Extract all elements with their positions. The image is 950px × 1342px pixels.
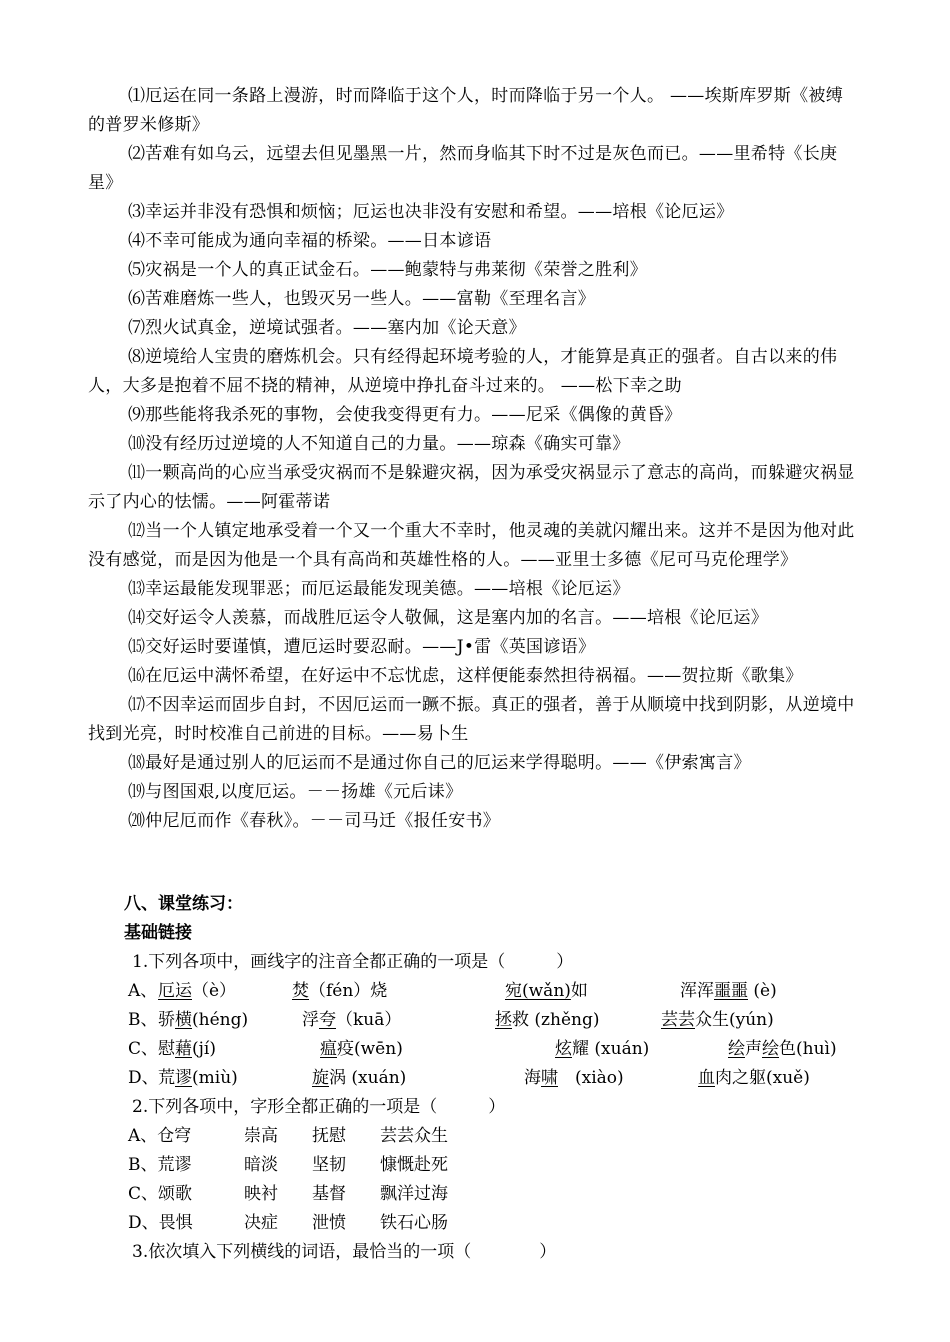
underlined-chars: 横 [175,1010,192,1030]
underlined-chars: 啸 [541,1068,558,1088]
option-text: 耀 (xuán) [572,1039,650,1059]
option-word-1 [158,1006,248,1035]
underlined-chars: 旋 [312,1068,329,1088]
option-text: (miù) [192,1068,238,1088]
option-word: B、荒谬 [128,1155,192,1175]
quote-item: ⑵苦难有如乌云，远望去但见墨黑一片，然而身临其下时不过是灰色而已。——里希特《长庚星》 [88,144,838,193]
option-word-3 [495,1006,599,1035]
option-label: D、 [128,1068,159,1088]
quote-item: ⑻逆境给人宝贵的磨炼机会。只有经得起环境考验的人，才能算是真正的强者。自古以来的伟人，大多是抱着不屈不挠的精神，从逆境中挣扎奋斗过来的。 ——松下幸之助 [88,347,838,396]
option-text: 声 [745,1039,762,1059]
option-text: (xiào) [558,1068,624,1088]
option-word: D、畏惧 [128,1213,193,1233]
underlined-chars: 炫 [555,1039,572,1059]
option-word-1 [158,977,236,1006]
option-word-1 [158,1035,216,1064]
underlined-chars: 绘 [762,1039,779,1059]
option-label: A、 [128,981,158,1001]
option-word: 芸芸众生 [380,1126,448,1146]
quote-item: ⒂交好运时要谨慎，遭厄运时要忍耐。——J•雷《英国谚语》 [128,637,596,657]
question-3-stem: 3.依次填入下列横线的词语，最恰当的一项（ ） [132,1242,557,1262]
option-text: 浮 [302,1010,319,1030]
option-word-2 [302,1006,401,1035]
underlined-chars: 芸芸 [661,1010,695,1030]
underlined-chars: 血 [698,1068,715,1088]
underlined-chars: 绘 [728,1039,745,1059]
underlined-chars: 夸 [319,1010,336,1030]
subsection-title: 基础链接 [124,923,192,943]
option-word-4 [728,1035,837,1064]
option-text: （è） [192,981,237,1001]
underlined-chars: 厄运 [158,981,192,1001]
quote-item: ⑷不幸可能成为通向幸福的桥梁。——日本谚语 [128,231,492,251]
option-word: 抚慰 [312,1126,346,1146]
option-text: 浑浑 [680,981,714,1001]
underlined-chars: 瘟 [320,1039,337,1059]
option-text: 众生(yún) [695,1010,774,1030]
quote-item: ⑸灾祸是一个人的真正试金石。——鲍蒙特与弗莱彻《荣誉之胜利》 [128,260,647,280]
option-word-4 [698,1064,810,1093]
quote-item: ⒁交好运令人羡慕，而战胜厄运令人敬佩，这是塞内加的名言。——培根《论厄运》 [128,608,769,628]
option-word: 坚韧 [312,1155,346,1175]
option-word: 慷慨赴死 [380,1155,448,1175]
quote-item: ⑴厄运在同一条路上漫游，时而降临于这个人，时而降临于另一个人。 ——埃斯库罗斯《被缚的普罗米修斯》 [88,86,844,135]
option-text: 涡 (xuán) [329,1068,407,1088]
quote-item: ⒅最好是通过别人的厄运而不是通过你自己的厄运来学得聪明。——《伊索寓言》 [128,753,751,773]
option-text: 骄 [158,1010,175,1030]
quote-item: ⒀幸运最能发现罪恶；而厄运最能发现美德。——培根《论厄运》 [128,579,630,599]
quote-item: ⑿当一个人镇定地承受着一个又一个重大不幸时，他灵魂的美就闪耀出来。这并不是因为他对此没有感觉，而是因为他是一个具有高尚和英雄性格的人。——亚里士多德《尼可马克伦理学》 [88,521,855,570]
option-word-3 [505,977,588,1006]
option-text: 色(huì) [779,1039,837,1059]
quote-item: ⑽没有经历过逆境的人不知道自己的力量。——琼森《确实可靠》 [128,434,630,454]
option-text: （fén）烧 [309,981,388,1001]
option-word: 暗淡 [244,1155,278,1175]
option-word: 决症 [244,1213,278,1233]
underlined-chars: 谬 [175,1068,192,1088]
quote-list [88,82,856,836]
option-word-2 [312,1064,406,1093]
option-label: C、 [128,1039,159,1059]
quote-item: ⑼那些能将我杀死的事物，会使我变得更有力。——尼采《偶像的黄昏》 [128,405,682,425]
option-word: 飘洋过海 [380,1184,448,1204]
option-word: 映衬 [244,1184,278,1204]
option-word: C、颂歌 [128,1184,193,1204]
quote-item: ⑹苦难磨炼一些人，也毁灭另一些人。——富勒《至理名言》 [128,289,596,309]
option-word-2 [320,1035,403,1064]
option-word-4 [680,977,777,1006]
option-text: 荒 [158,1068,175,1088]
option-word-4 [661,1006,774,1035]
option-text: （kuā） [336,1010,402,1030]
underlined-chars: 拯 [495,1010,512,1030]
section-title: 八、课堂练习： [124,894,243,914]
option-text: 如 [570,981,588,1001]
option-word-2 [292,977,387,1006]
quote-item: ⒃在厄运中满怀希望，在好运中不忘忧虑，这样便能泰然担待祸福。——贺拉斯《歌集》 [128,666,803,686]
option-label: B、 [128,1010,158,1030]
option-word: 泄愤 [312,1213,346,1233]
option-word: A、仓穹 [128,1126,192,1146]
quote-item: ⒆与图国艰,以度厄运。－－扬雄《元后诔》 [128,782,463,802]
underlined-chars: 宛(wǎn) [505,981,571,1001]
quote-item: ⒄不因幸运而固步自封，不因厄运而一蹶不振。真正的强者，善于从顺境中找到阴影，从逆境中找到光亮，时时校准自己前进的目标。——易卜生 [88,695,855,744]
option-word-3 [524,1064,624,1093]
option-text: 疫(wēn) [337,1039,403,1059]
option-text: 肉之躯(xuě) [715,1068,810,1088]
option-word: 铁石心肠 [380,1213,448,1233]
option-text: (héng) [192,1010,249,1030]
option-word: 基督 [312,1184,346,1204]
option-word-1 [158,1064,238,1093]
underlined-chars: 噩噩 [714,981,748,1001]
option-text: (jí) [192,1039,216,1059]
quote-item: ⑾一颗高尚的心应当承受灾祸而不是躲避灾祸，因为承受灾祸显示了意志的高尚，而躲避灾祸显示了内心的怯懦。——阿霍蒂诺 [88,463,855,512]
question-1-stem: 1.下列各项中，画线字的注音全都正确的一项是（ ） [132,952,574,972]
option-word-3 [555,1035,649,1064]
quote-item: ⑶幸运并非没有恐惧和烦恼；厄运也决非没有安慰和希望。——培根《论厄运》 [128,202,734,222]
option-text: 海 [524,1068,541,1088]
option-word: 崇高 [244,1126,278,1146]
underlined-chars: 焚 [292,981,309,1001]
underlined-chars: 藉 [175,1039,192,1059]
quote-item: ⑺烈火试真金，逆境试强者。——塞内加《论天意》 [128,318,526,338]
option-text: 救 (zhěng) [512,1010,600,1030]
option-text: (è) [748,981,777,1001]
quote-item: ⒇仲尼厄而作《春秋》。－－司马迁《报任安书》 [128,811,501,831]
question-2-stem: 2.下列各项中，字形全都正确的一项是（ ） [132,1097,506,1117]
option-text: 慰 [158,1039,175,1059]
